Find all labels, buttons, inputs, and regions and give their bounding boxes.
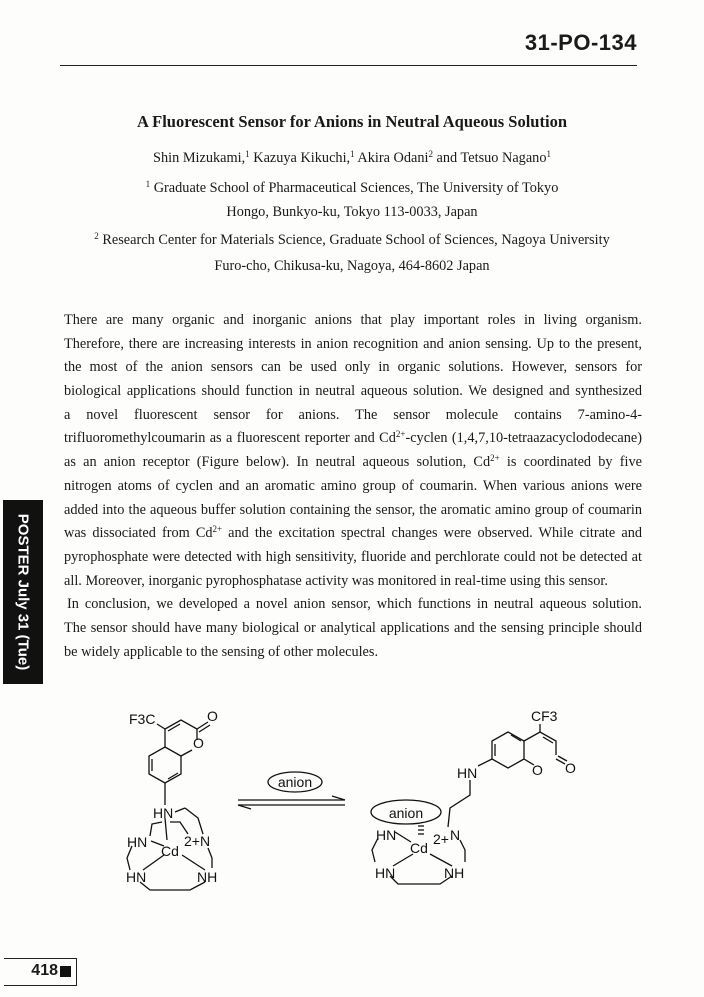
body-line xyxy=(64,309,642,333)
label-hn: HN xyxy=(376,827,397,843)
label-cd: Cd xyxy=(410,840,428,856)
label-hn: HN xyxy=(375,865,396,881)
label-f3c: F3C xyxy=(129,711,156,727)
benzene-ring xyxy=(149,747,181,783)
author-list xyxy=(0,150,704,167)
label-n: N xyxy=(450,827,461,843)
body-line xyxy=(64,570,642,594)
header-rule xyxy=(60,65,637,66)
label-carbonyl-o: O xyxy=(207,708,218,724)
affiliation-mark: 1 xyxy=(546,149,551,159)
affiliation-2 xyxy=(0,232,704,249)
label-hn: HN xyxy=(127,834,148,850)
superscript: 2+ xyxy=(395,429,406,440)
reaction-scheme-figure xyxy=(0,690,704,900)
session-side-tab xyxy=(3,500,43,684)
superscript: 2+ xyxy=(490,453,500,464)
abstract-body xyxy=(64,309,642,664)
label-anion: anion xyxy=(388,805,424,821)
affiliation-name: Research Center for Materials Science, Graduate School of Sciences, Nagoya University xyxy=(98,232,610,248)
affiliation-mark: 2 xyxy=(428,149,433,159)
text-run: be widely applicable to the sensing of other molecules. xyxy=(64,643,379,660)
text-run: the most of the anion sensors can be used only in organic solutions. However, sensors for xyxy=(64,359,642,376)
text-run: was dissociated from Cd xyxy=(64,525,213,542)
text-run: nitrogen atoms of cyclen and an aromatic amino group of coumarin. When various anions were xyxy=(64,477,642,494)
benzene-ring xyxy=(492,732,524,768)
abstract-code: 31-PO-134 xyxy=(524,30,637,55)
label-charge: 2+ xyxy=(184,833,200,849)
page-number: 418 xyxy=(31,962,58,979)
affiliation-mark: 1 xyxy=(245,149,250,159)
body-line xyxy=(64,499,642,523)
text-run: In conclusion, we developed a novel anion sensor, which functions in neutral aqueous solution. xyxy=(67,596,642,613)
label-hn: HN xyxy=(126,869,147,885)
text-run: a novel fluorescent sensor for anions. The sensor molecule contains 7-amino-4- xyxy=(64,406,642,423)
label-cd: Cd xyxy=(161,843,179,859)
text-run: pyrophosphate were detected with high sensitivity, fluoride and perchlorate could not be detected at xyxy=(64,548,642,565)
label-charge: 2+ xyxy=(433,831,449,847)
body-line xyxy=(64,546,642,570)
author: and Tetsuo Nagano xyxy=(432,150,547,166)
body-line xyxy=(64,593,642,617)
body-line xyxy=(64,427,642,451)
label-amine-hn: HN xyxy=(457,765,478,781)
label-nh: NH xyxy=(197,869,218,885)
body-line xyxy=(64,404,642,428)
text-run: trifluoromethylcoumarin as a fluorescent reporter and Cd xyxy=(64,430,396,447)
author: Kazuya Kikuchi, xyxy=(249,150,351,166)
text-run: biological applications should function in neutral aqueous solution. We designed and synthesized xyxy=(64,383,642,400)
body-line xyxy=(64,451,642,475)
affiliation-2-address: Furo-cho, Chikusa-ku, Nagoya, 464-8602 Japan xyxy=(214,258,490,274)
right-molecule xyxy=(371,724,567,884)
text-run: all. Moreover, inorganic pyrophosphatase activity was monitored in real-time using this sensor. xyxy=(64,572,608,589)
label-ring-o: O xyxy=(532,762,543,778)
affiliation-name: Graduate School of Pharmaceutical Sciences, The University of Tokyo xyxy=(150,180,559,196)
text-run: There are many organic and inorganic anions that play important roles in living organism. xyxy=(64,312,642,328)
text-run: The sensor should have many biological or analytical applications and the sensing principle should xyxy=(64,619,642,636)
body-line xyxy=(64,617,642,641)
square-marker-icon xyxy=(60,966,71,977)
text-run: added into the aqueous buffer solution containing the sensor, the aromatic amino group of coumarin xyxy=(64,501,642,518)
text-run: is coordinated by five xyxy=(499,454,642,471)
author: Shin Mizukami, xyxy=(153,150,246,166)
body-line xyxy=(64,522,642,546)
text-run: -cyclen (1,4,7,10-tetraazacyclododecane) xyxy=(405,430,643,447)
label-n: N xyxy=(200,833,211,849)
arrow-label-anion: anion xyxy=(277,774,313,790)
affiliation-mark: 1 xyxy=(350,149,355,159)
text-run: Therefore, there are increasing interests in anion recognition and anion sensing. Up to the present, xyxy=(64,335,642,352)
affiliation-mark: 2 xyxy=(94,231,99,241)
affiliation-1 xyxy=(0,180,704,197)
paper-title: A Fluorescent Sensor for Anions in Neutral Aqueous Solution xyxy=(137,112,567,131)
body-line xyxy=(64,641,642,665)
affiliation-1-address: Hongo, Bunkyo-ku, Tokyo 113-0033, Japan xyxy=(226,204,478,220)
body-line xyxy=(64,475,642,499)
label-carbonyl-o: O xyxy=(565,760,576,776)
page-number-box xyxy=(4,958,77,986)
body-line xyxy=(64,356,642,380)
text-run: and the excitation spectral changes were observed. While citrate and xyxy=(222,525,642,542)
label-hn: HN xyxy=(153,805,174,821)
label-ring-o: O xyxy=(193,735,204,751)
text-run: as an anion receptor (Figure below). In neutral aqueous solution, Cd xyxy=(64,454,491,471)
label-cf3: CF3 xyxy=(531,708,558,724)
body-line xyxy=(64,380,642,404)
superscript: 2+ xyxy=(212,524,223,535)
affiliation-mark: 1 xyxy=(145,179,151,189)
side-tab-label: POSTER July 31 (Tue) xyxy=(14,513,32,671)
body-line xyxy=(64,333,642,357)
label-nh: NH xyxy=(444,865,465,881)
author: Akira Odani xyxy=(354,150,429,166)
